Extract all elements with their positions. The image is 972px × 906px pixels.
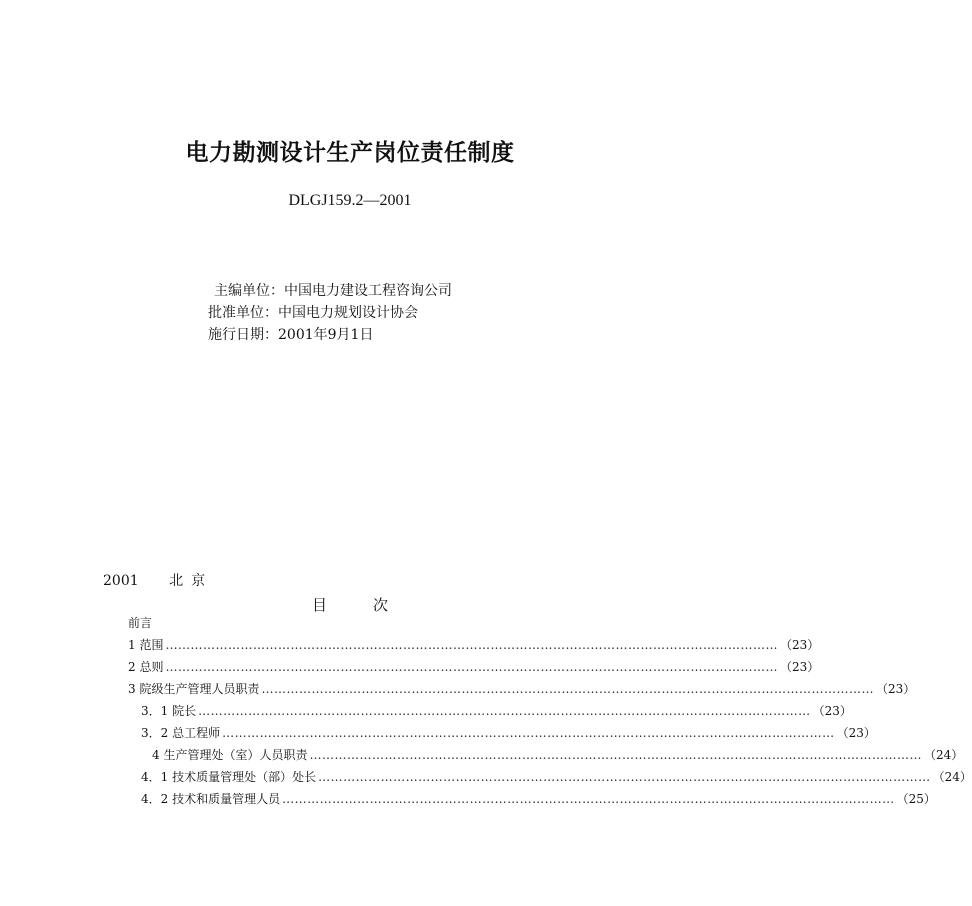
toc-entry[interactable] (152, 746, 964, 764)
toc-entry-label: 3．2 总工程师 (141, 726, 221, 740)
toc-entry-page: （23） (779, 638, 820, 652)
document-code: DLGJ159.2—2001 (288, 192, 412, 209)
publish-city: 北京 (169, 573, 214, 589)
toc-entry-label: 4 生产管理处（室）人员职责 (152, 748, 308, 762)
toc-preface: 前言 (128, 616, 153, 630)
toc-heading-right: 次 (373, 596, 389, 614)
toc-leader: ………………………………………………………………………………………………………………………………… (261, 682, 874, 696)
toc-leader: ………………………………………………………………………………………………………………………………… (318, 770, 931, 784)
toc-entry-label: 3．1 院长 (141, 704, 197, 718)
toc-entry-label: 3 院级生产管理人员职责 (128, 682, 260, 696)
toc-leader: ………………………………………………………………………………………………………………………………… (165, 660, 778, 674)
toc-leader: ………………………………………………………………………………………………………………………………… (282, 792, 895, 806)
toc-leader: ………………………………………………………………………………………………………………………………… (165, 638, 778, 652)
toc-entry-page: （23） (812, 704, 852, 718)
document-title: 电力勘测设计生产岗位责任制度 (185, 140, 515, 166)
toc-entry-page: （25） (896, 792, 936, 806)
publish-line (103, 570, 213, 590)
toc-entry-label: 4．2 技术和质量管理人员 (141, 792, 281, 806)
toc-entry[interactable] (128, 636, 820, 654)
toc-entry[interactable] (141, 768, 972, 786)
document-meta (208, 280, 452, 346)
toc-entry-page: （23） (779, 660, 820, 674)
toc-leader: ………………………………………………………………………………………………………………………………… (198, 704, 811, 718)
toc-entry[interactable] (141, 790, 936, 808)
toc-entry[interactable] (128, 680, 916, 698)
meta-approver: 批准单位：中国电力规划设计协会 (208, 305, 418, 321)
toc-entry-page: （24） (932, 770, 972, 784)
toc-heading (0, 594, 700, 615)
toc-heading-left: 目 (311, 596, 327, 614)
toc-entry-page: （24） (923, 748, 964, 762)
toc-entry-page: （23） (875, 682, 916, 696)
toc-entry-label: 1 范围 (128, 638, 164, 652)
toc-entry-label: 4．1 技术质量管理处（部）处长 (141, 770, 317, 784)
meta-effective-date: 施行日期：2001年9月1日 (208, 327, 374, 343)
publish-year: 2001 (103, 573, 139, 589)
toc-entry[interactable] (141, 702, 852, 720)
toc-leader: ………………………………………………………………………………………………………………………………… (222, 726, 835, 740)
toc-entry[interactable] (128, 658, 820, 676)
toc-entry-page: （23） (836, 726, 876, 740)
meta-editor: 主编单位：中国电力建设工程咨询公司 (214, 283, 452, 299)
toc-entry[interactable] (141, 724, 876, 742)
toc-leader: ………………………………………………………………………………………………………………………………… (309, 748, 922, 762)
toc-entry-label: 2 总则 (128, 660, 164, 674)
